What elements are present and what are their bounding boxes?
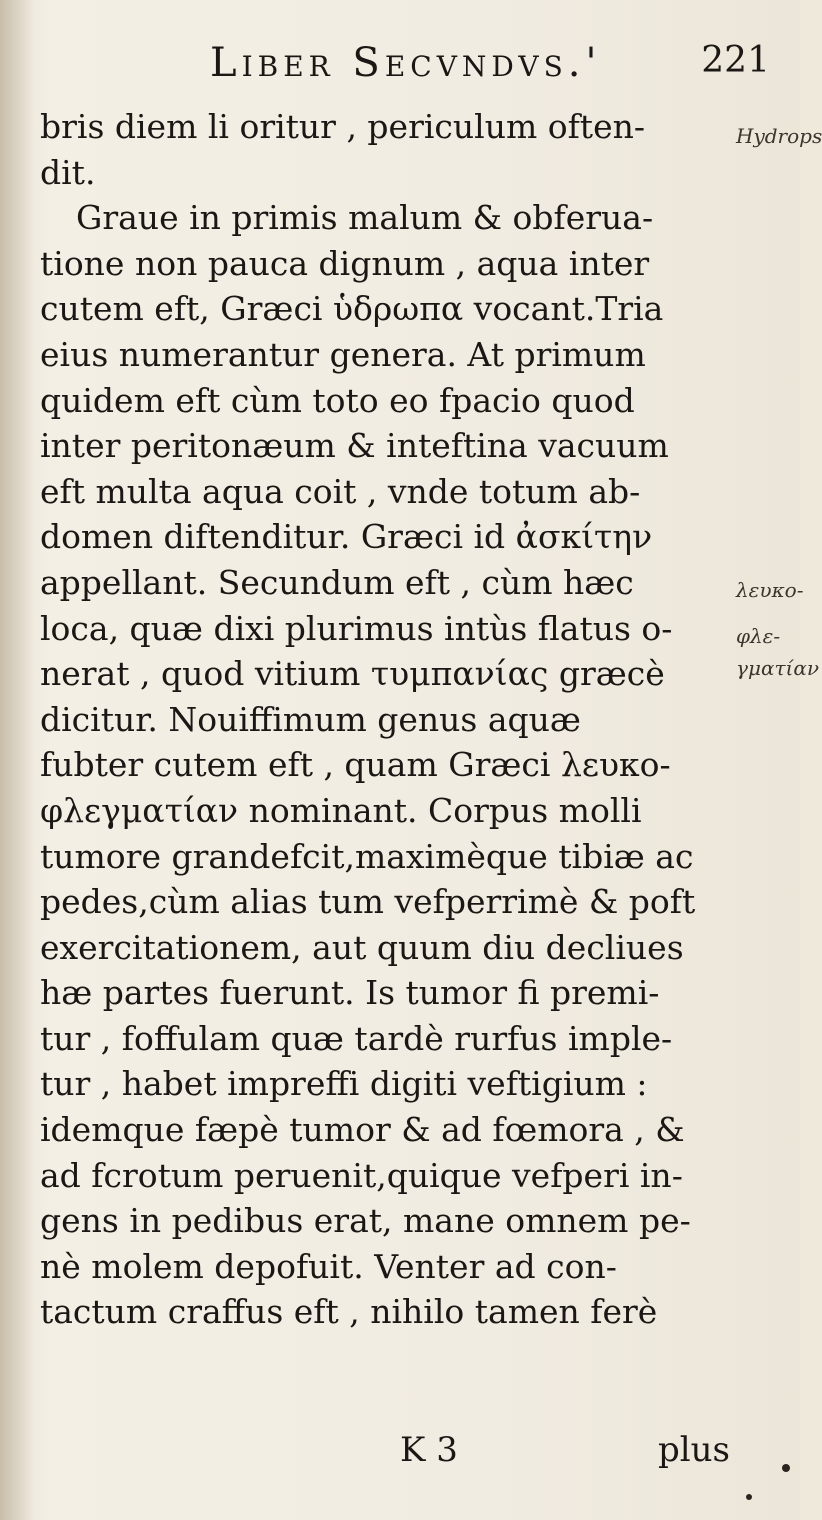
text-line: eius numerantur genera. At primum (40, 334, 646, 374)
text-line: tumore grandefcit,maximèque tibiæ ac (40, 836, 694, 876)
text-line: nè molem depofuit. Venter ad con- (40, 1246, 617, 1286)
text-line: inter peritonæum & inteftina vacuum (40, 426, 669, 466)
text-line: cutem eft, Græci ὑδρωπα vocant.Tria (40, 289, 664, 329)
text-line: tur , habet impreffi digiti veftigium : (40, 1064, 648, 1104)
main-text-block (40, 104, 730, 1335)
text-line: bris diem li oritur , periculum often- (40, 107, 646, 146)
gutter-shadow (0, 0, 34, 1520)
text-line: fubter cutem eft , quam Græci λευκο- (40, 745, 671, 785)
text-line: φλεγματίαν nominant. Corpus molli (40, 790, 642, 830)
text-line: nerat , quod vitium τυμπανίας græcè (40, 654, 665, 694)
text-line: dicitur. Nouiffimum genus aquæ (40, 699, 581, 739)
text-line: idemque fæpè tumor & ad fœmora , & (40, 1110, 685, 1150)
text-line: Graue in primis malum & obferua- (76, 198, 654, 238)
text-line: quidem eft cùm toto eo fpacio quod (40, 380, 635, 420)
signature-mark: K 3 (400, 1430, 458, 1470)
margin-note-phle: φλε- (736, 624, 781, 648)
page-number: 221 (701, 40, 770, 81)
margin-note-leuko: λευκο- (736, 578, 804, 602)
page-header (210, 40, 770, 100)
text-line: tione non pauca dignum , aqua inter (40, 243, 650, 283)
running-head: Liber Secvndvs.' (210, 40, 602, 86)
text-line: loca, quæ dixi plurimus intùs flatus o- (40, 608, 673, 648)
text-line: exercitationem, aut quum diu decliues (40, 927, 684, 967)
text-line: hæ partes fuerunt. Is tumor fi premi- (40, 973, 660, 1013)
text-line: dit. (40, 152, 96, 192)
text-line: eft multa aqua coit , vnde totum ab- (40, 471, 641, 511)
text-line: tactum craffus eft , nihilo tamen ferè (40, 1292, 658, 1332)
text-line: tur , foffulam quæ tardè rurfus imple- (40, 1018, 673, 1058)
text-line: appellant. Secundum eft , cùm hæc (40, 562, 634, 602)
margin-note-gmatian: γματίαν (736, 656, 820, 680)
text-line: domen diftenditur. Græci id ἀσκίτην (40, 517, 653, 557)
text-line: ad fcrotum peruenit,quique vefperi in- (40, 1155, 683, 1195)
ink-speck (746, 1494, 752, 1500)
ink-speck (782, 1464, 790, 1472)
text-line: pedes,cùm alias tum vefperrimè & poft (40, 882, 696, 922)
page-footer (400, 1430, 730, 1480)
catchword: plus (658, 1430, 730, 1470)
margin-note-hydrops: Hydrops (736, 124, 822, 148)
text-line: gens in pedibus erat, mane omnem pe- (40, 1201, 691, 1241)
